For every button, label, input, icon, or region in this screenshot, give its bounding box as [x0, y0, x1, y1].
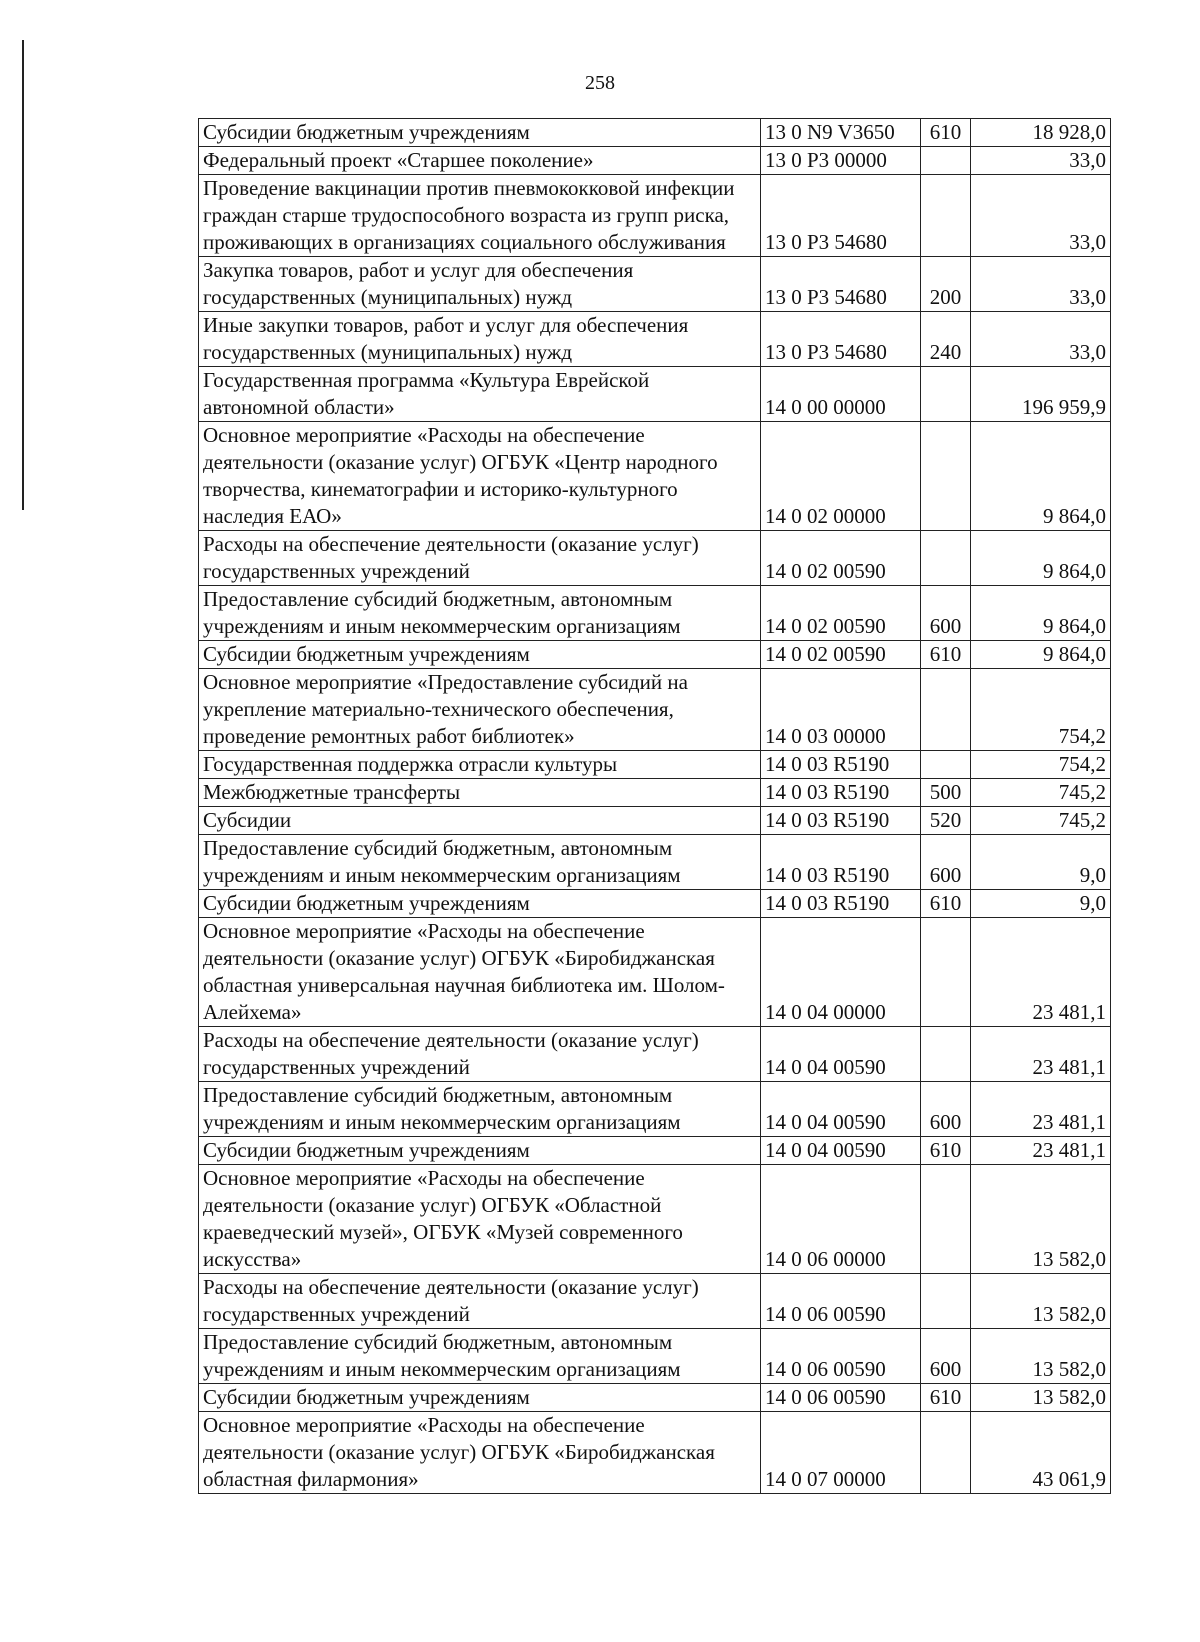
table-row [199, 669, 1111, 751]
table-row [199, 1027, 1111, 1082]
table-row [199, 641, 1111, 669]
amount-cell: 754,2 [971, 751, 1111, 779]
expense-type-cell [921, 147, 971, 175]
expense-type-cell [921, 918, 971, 1027]
amount-cell: 745,2 [971, 807, 1111, 835]
target-article-cell: 14 0 03 R5190 [761, 751, 921, 779]
amount-cell: 33,0 [971, 257, 1111, 312]
table-row [199, 1082, 1111, 1137]
target-article-cell: 13 0 P3 54680 [761, 257, 921, 312]
expense-name-cell: Субсидии бюджетным учреждениям [199, 1384, 761, 1412]
table-row [199, 1329, 1111, 1384]
table-row [199, 531, 1111, 586]
table-row [199, 1412, 1111, 1494]
target-article-cell: 14 0 04 00590 [761, 1137, 921, 1165]
expense-type-cell: 240 [921, 312, 971, 367]
target-article-cell: 14 0 02 00590 [761, 586, 921, 641]
expense-name-cell: Закупка товаров, работ и услуг для обеспечения государственных (муниципальных) нужд [199, 257, 761, 312]
expense-type-cell: 200 [921, 257, 971, 312]
target-article-cell: 14 0 04 00590 [761, 1082, 921, 1137]
table-row [199, 422, 1111, 531]
amount-cell: 43 061,9 [971, 1412, 1111, 1494]
target-article-cell: 14 0 02 00000 [761, 422, 921, 531]
table-body [199, 119, 1111, 1494]
expense-type-cell: 610 [921, 119, 971, 147]
amount-cell: 23 481,1 [971, 918, 1111, 1027]
target-article-cell: 13 0 N9 V3650 [761, 119, 921, 147]
expense-type-cell: 610 [921, 890, 971, 918]
target-article-cell: 14 0 06 00590 [761, 1274, 921, 1329]
expense-type-cell [921, 669, 971, 751]
expense-type-cell: 610 [921, 1137, 971, 1165]
amount-cell: 13 582,0 [971, 1384, 1111, 1412]
expense-name-cell: Государственная поддержка отрасли культуры [199, 751, 761, 779]
expense-type-cell [921, 1412, 971, 1494]
table-row [199, 367, 1111, 422]
expense-name-cell: Предоставление субсидий бюджетным, автономным учреждениям и иным некоммерческим организациям [199, 586, 761, 641]
expense-name-cell: Основное мероприятие «Предоставление субсидий на укрепление материально-технического обеспечения, проведение ремонтных работ библиотек» [199, 669, 761, 751]
expense-type-cell: 600 [921, 586, 971, 641]
page-number: 258 [585, 72, 615, 94]
target-article-cell: 13 0 P3 00000 [761, 147, 921, 175]
target-article-cell: 14 0 03 R5190 [761, 890, 921, 918]
expense-type-cell: 600 [921, 835, 971, 890]
expense-name-cell: Предоставление субсидий бюджетным, автономным учреждениям и иным некоммерческим организациям [199, 1329, 761, 1384]
target-article-cell: 14 0 06 00000 [761, 1165, 921, 1274]
target-article-cell: 14 0 07 00000 [761, 1412, 921, 1494]
amount-cell: 23 481,1 [971, 1027, 1111, 1082]
table-row [199, 835, 1111, 890]
expense-type-cell: 600 [921, 1329, 971, 1384]
expense-name-cell: Основное мероприятие «Расходы на обеспечение деятельности (оказание услуг) ОГБУК «Центр народного творчества, кинематографии и историко-культурного наследия ЕАО» [199, 422, 761, 531]
amount-cell: 13 582,0 [971, 1329, 1111, 1384]
expense-name-cell: Расходы на обеспечение деятельности (оказание услуг) государственных учреждений [199, 531, 761, 586]
amount-cell: 745,2 [971, 779, 1111, 807]
amount-cell: 23 481,1 [971, 1137, 1111, 1165]
expense-type-cell [921, 175, 971, 257]
table-row [199, 807, 1111, 835]
target-article-cell: 13 0 P3 54680 [761, 175, 921, 257]
expense-name-cell: Предоставление субсидий бюджетным, автономным учреждениям и иным некоммерческим организациям [199, 1082, 761, 1137]
expense-name-cell: Государственная программа «Культура Еврейской автономной области» [199, 367, 761, 422]
expense-name-cell: Основное мероприятие «Расходы на обеспечение деятельности (оказание услуг) ОГБУК «Областной краеведческий музей», ОГБУК «Музей современного искусства» [199, 1165, 761, 1274]
expense-name-cell: Субсидии бюджетным учреждениям [199, 1137, 761, 1165]
table-row [199, 119, 1111, 147]
expense-name-cell: Субсидии [199, 807, 761, 835]
expense-type-cell [921, 751, 971, 779]
amount-cell: 33,0 [971, 147, 1111, 175]
amount-cell: 754,2 [971, 669, 1111, 751]
target-article-cell: 14 0 02 00590 [761, 641, 921, 669]
target-article-cell: 14 0 03 R5190 [761, 807, 921, 835]
expense-name-cell: Расходы на обеспечение деятельности (оказание услуг) государственных учреждений [199, 1027, 761, 1082]
expense-type-cell: 520 [921, 807, 971, 835]
expense-name-cell: Расходы на обеспечение деятельности (оказание услуг) государственных учреждений [199, 1274, 761, 1329]
table-row [199, 147, 1111, 175]
amount-cell: 18 928,0 [971, 119, 1111, 147]
target-article-cell: 13 0 P3 54680 [761, 312, 921, 367]
expense-name-cell: Субсидии бюджетным учреждениям [199, 890, 761, 918]
amount-cell: 9,0 [971, 835, 1111, 890]
expense-name-cell: Предоставление субсидий бюджетным, автономным учреждениям и иным некоммерческим организациям [199, 835, 761, 890]
expense-type-cell [921, 1165, 971, 1274]
target-article-cell: 14 0 02 00590 [761, 531, 921, 586]
expense-type-cell [921, 531, 971, 586]
amount-cell: 13 582,0 [971, 1274, 1111, 1329]
expense-type-cell [921, 1274, 971, 1329]
table-row [199, 1384, 1111, 1412]
target-article-cell: 14 0 03 00000 [761, 669, 921, 751]
table-row [199, 1165, 1111, 1274]
expense-type-cell: 610 [921, 1384, 971, 1412]
expense-type-cell: 610 [921, 641, 971, 669]
target-article-cell: 14 0 03 R5190 [761, 779, 921, 807]
table-row [199, 751, 1111, 779]
expense-type-cell [921, 1027, 971, 1082]
target-article-cell: 14 0 06 00590 [761, 1329, 921, 1384]
amount-cell: 196 959,9 [971, 367, 1111, 422]
amount-cell: 13 582,0 [971, 1165, 1111, 1274]
amount-cell: 9,0 [971, 890, 1111, 918]
table-row [199, 918, 1111, 1027]
amount-cell: 33,0 [971, 312, 1111, 367]
amount-cell: 33,0 [971, 175, 1111, 257]
table-row [199, 175, 1111, 257]
expense-name-cell: Федеральный проект «Старшее поколение» [199, 147, 761, 175]
expense-type-cell: 600 [921, 1082, 971, 1137]
target-article-cell: 14 0 04 00000 [761, 918, 921, 1027]
amount-cell: 9 864,0 [971, 641, 1111, 669]
expense-name-cell: Межбюджетные трансферты [199, 779, 761, 807]
table-row [199, 257, 1111, 312]
amount-cell: 9 864,0 [971, 422, 1111, 531]
expense-type-cell: 500 [921, 779, 971, 807]
expense-name-cell: Субсидии бюджетным учреждениям [199, 641, 761, 669]
amount-cell: 9 864,0 [971, 586, 1111, 641]
table-row [199, 779, 1111, 807]
expense-name-cell: Субсидии бюджетным учреждениям [199, 119, 761, 147]
amount-cell: 23 481,1 [971, 1082, 1111, 1137]
expense-name-cell: Основное мероприятие «Расходы на обеспечение деятельности (оказание услуг) ОГБУК «Биробиджанская областная универсальная научная библиотека им. Шолом-Алейхема» [199, 918, 761, 1027]
margin-rule [22, 40, 24, 510]
table-row [199, 1274, 1111, 1329]
budget-table [198, 118, 1111, 1494]
expense-name-cell: Проведение вакцинации против пневмококковой инфекции граждан старше трудоспособного возраста из групп риска, проживающих в организациях социального обслуживания [199, 175, 761, 257]
expense-name-cell: Основное мероприятие «Расходы на обеспечение деятельности (оказание услуг) ОГБУК «Биробиджанская областная филармония» [199, 1412, 761, 1494]
amount-cell: 9 864,0 [971, 531, 1111, 586]
expense-type-cell [921, 367, 971, 422]
target-article-cell: 14 0 00 00000 [761, 367, 921, 422]
target-article-cell: 14 0 06 00590 [761, 1384, 921, 1412]
table-row [199, 1137, 1111, 1165]
target-article-cell: 14 0 04 00590 [761, 1027, 921, 1082]
table-row [199, 312, 1111, 367]
expense-type-cell [921, 422, 971, 531]
table-row [199, 586, 1111, 641]
target-article-cell: 14 0 03 R5190 [761, 835, 921, 890]
table-row [199, 890, 1111, 918]
expense-name-cell: Иные закупки товаров, работ и услуг для обеспечения государственных (муниципальных) нужд [199, 312, 761, 367]
